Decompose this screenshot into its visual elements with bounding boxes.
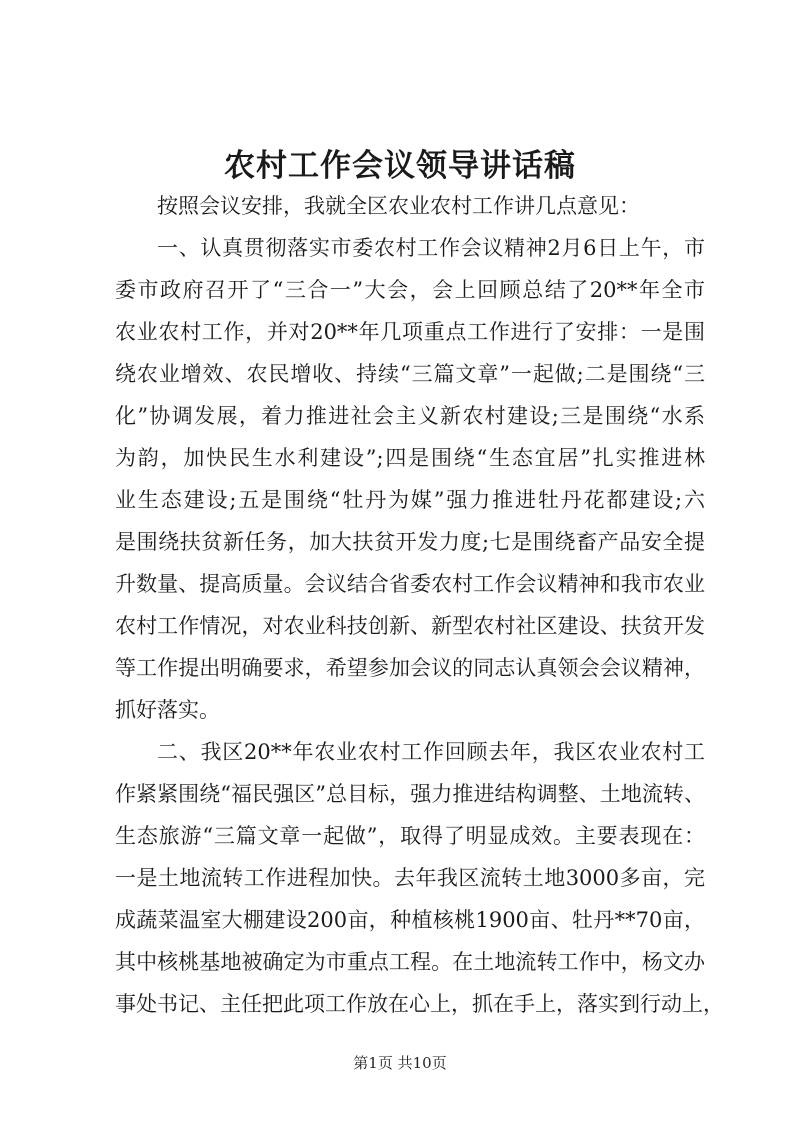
body-line-2: 一、认真贯彻落实市委农村工作会议精神2月6日上午，市 (157, 236, 705, 260)
body-line-8: 业生态建设;五是围绕“牡丹为媒”强力推进牡丹花都建设;六 (115, 488, 705, 512)
body-line-6: 化”协调发展，着力推进社会主义新农村建设;三是围绕“水系 (115, 404, 705, 428)
body-line-9: 是围绕扶贫新任务，加大扶贫开发力度;七是围绕畜产品安全提 (115, 530, 705, 554)
body-line-17: 一是土地流转工作进程加快。去年我区流转土地3000多亩，完 (115, 866, 705, 890)
body-line-18: 成蔬菜温室大棚建设200亩，种植核桃1900亩、牡丹**70亩， (115, 908, 705, 932)
body-line-1: 按照会议安排，我就全区农业农村工作讲几点意见： (157, 194, 640, 218)
body-line-13: 抓好落实。 (115, 698, 220, 722)
body-line-11: 农村工作情况，对农业科技创新、新型农村社区建设、扶贫开发 (115, 614, 705, 638)
body-line-5: 绕农业增效、农民增收、持续“三篇文章”一起做;二是围绕“三 (115, 362, 705, 386)
page-number-footer: 第1页 共10页 (353, 1054, 447, 1072)
body-line-4: 农业农村工作，并对20**年几项重点工作进行了安排：一是围 (115, 320, 705, 344)
body-line-20: 事处书记、主任把此项工作放在心上，抓在手上，落实到行动上， (115, 992, 724, 1016)
body-line-14: 二、我区20**年农业农村工作回顾去年，我区农业农村工 (157, 740, 705, 764)
body-line-10: 升数量、提高质量。会议结合省委农村工作会议精神和我市农业 (115, 572, 705, 596)
body-line-19: 其中核桃基地被确定为市重点工程。在土地流转工作中，杨文办 (115, 950, 705, 974)
body-line-16: 生态旅游“三篇文章一起做”，取得了明显成效。主要表现在： (115, 824, 705, 848)
body-line-7: 为韵，加快民生水利建设”;四是围绕“生态宜居”扎实推进林 (115, 446, 705, 470)
document-title: 农村工作会议领导讲话稿 (224, 148, 576, 184)
body-line-12: 等工作提出明确要求，希望参加会议的同志认真领会会议精神， (115, 656, 705, 680)
body-line-15: 作紧紧围绕“福民强区”总目标，强力推进结构调整、土地流转、 (115, 782, 705, 806)
body-line-3: 委市政府召开了“三合一”大会，会上回顾总结了20**年全市 (115, 278, 705, 302)
